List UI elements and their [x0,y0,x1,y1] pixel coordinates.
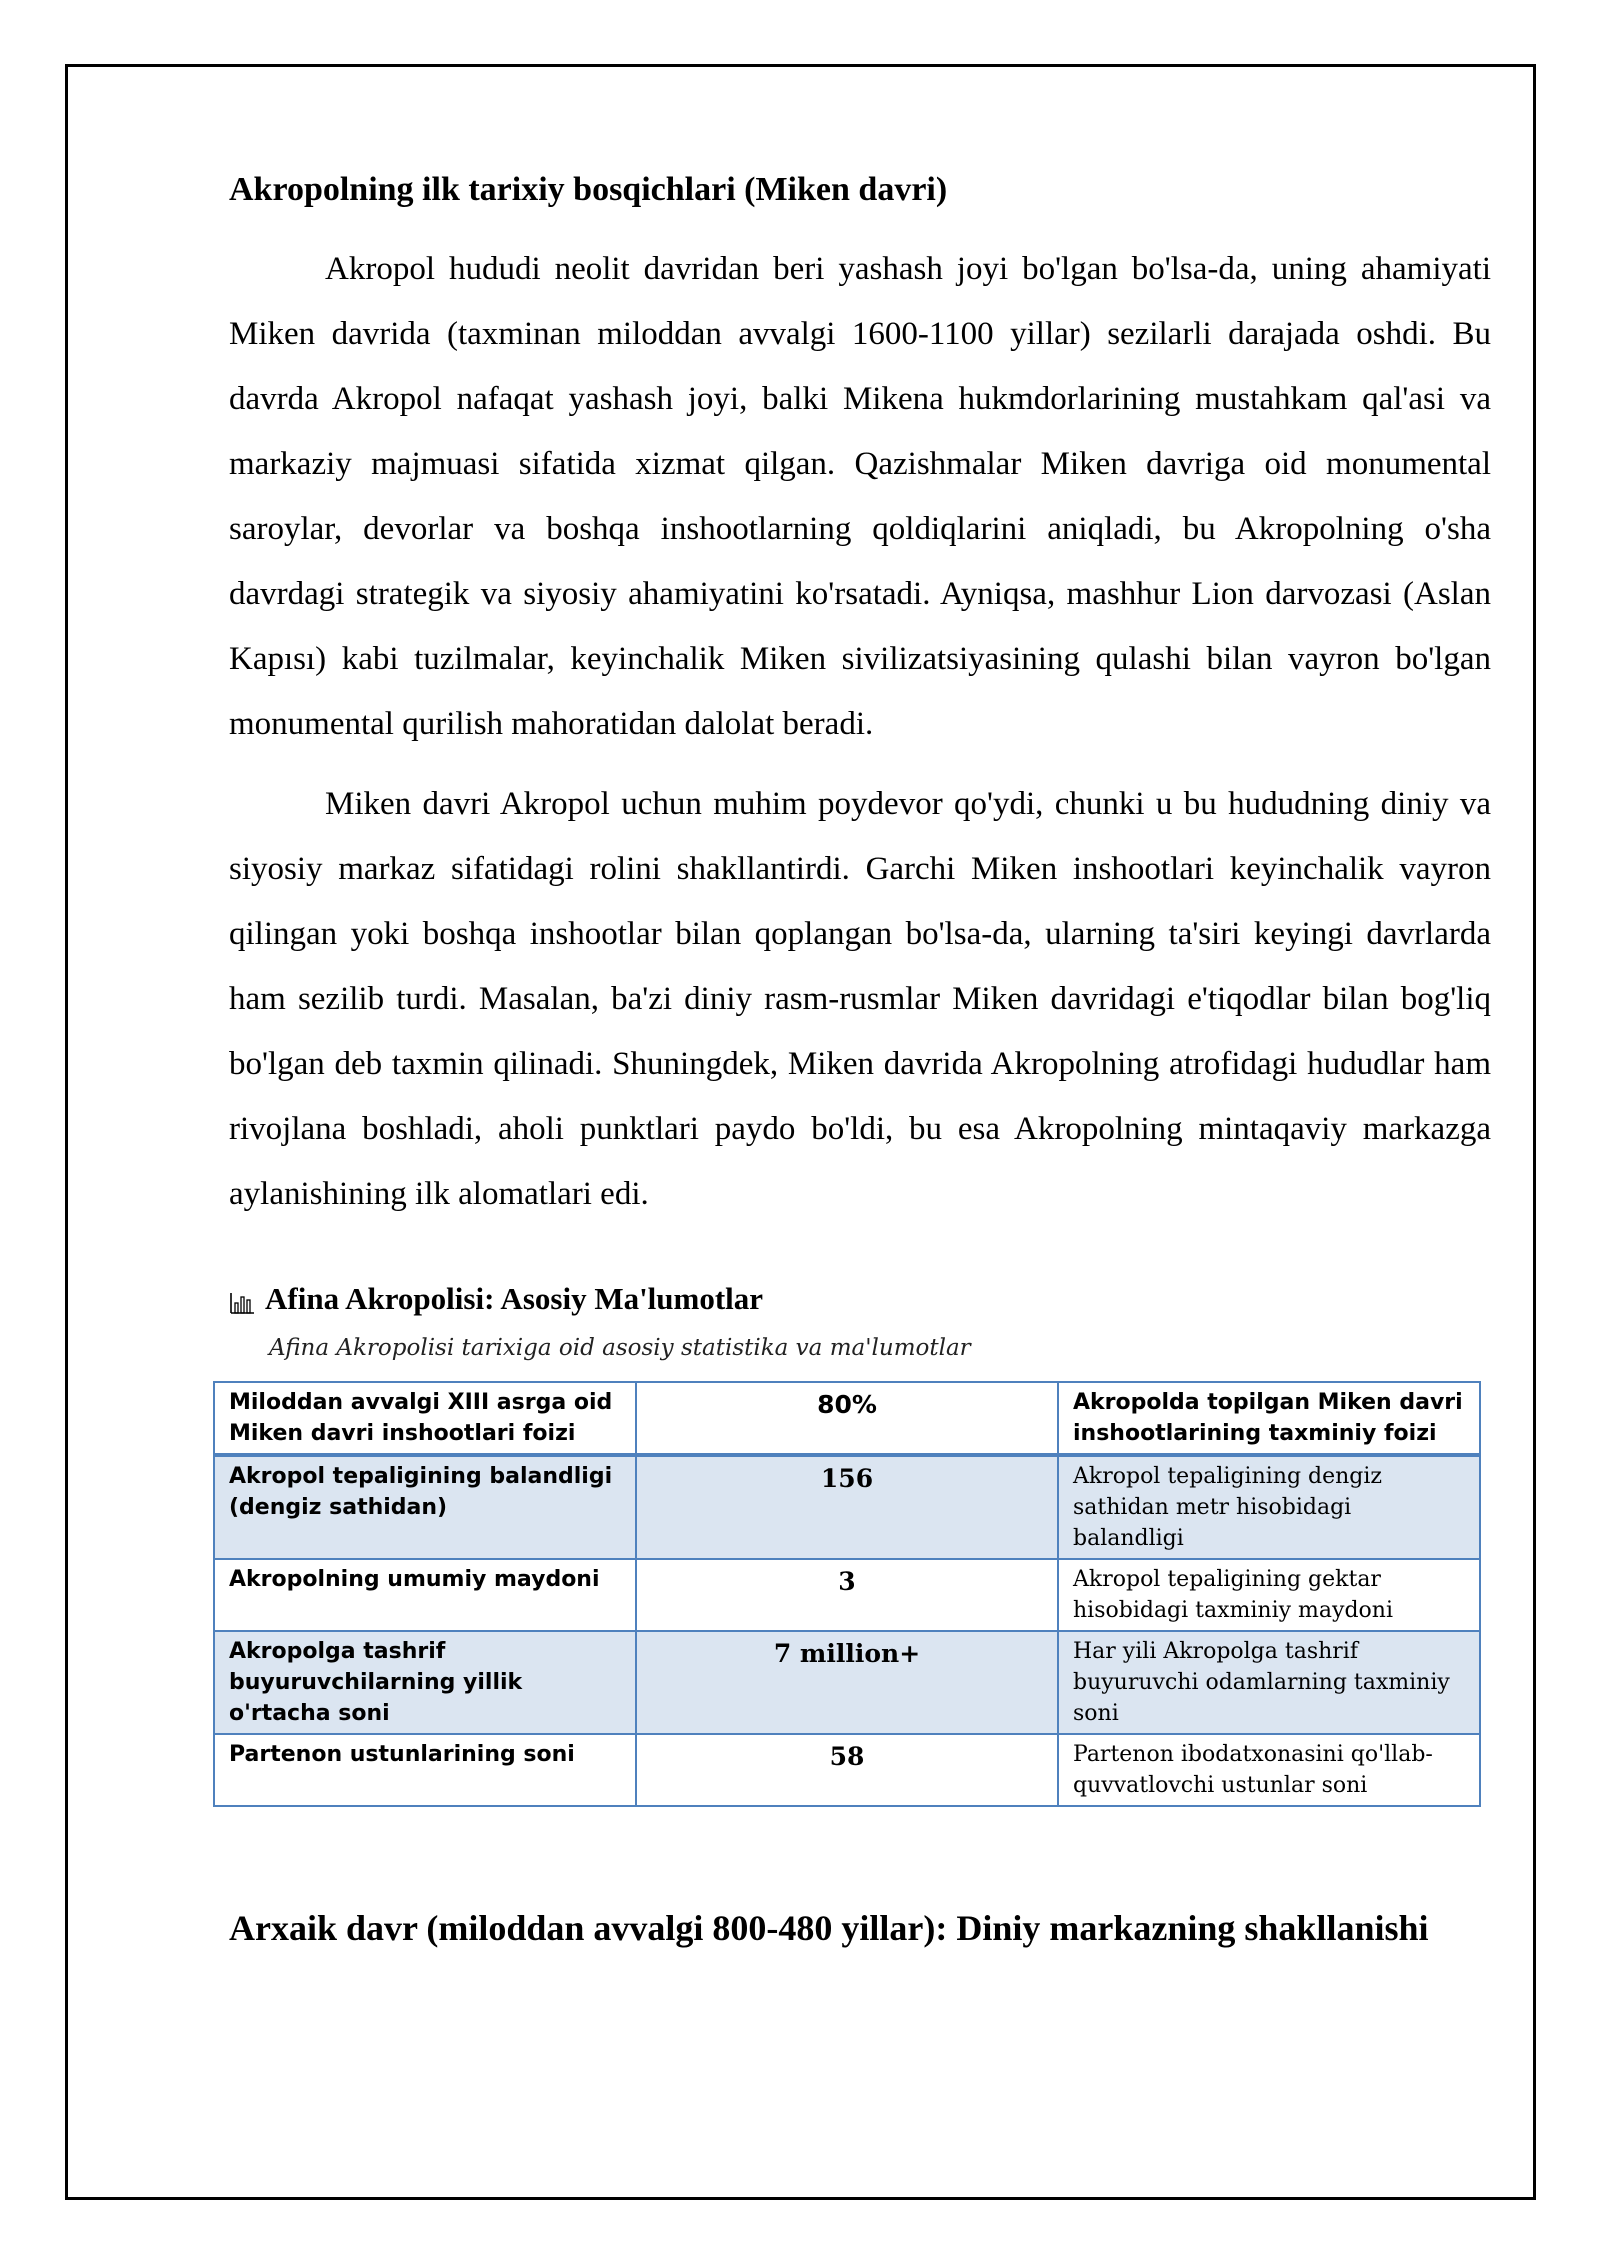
row-value: 3 [636,1559,1058,1631]
row-description: Akropolda topilgan Miken davri inshootlarining taxminiy foizi [1058,1382,1480,1455]
section-heading-miken: Akropolning ilk tarixiy bosqichlari (Miken davri) [229,171,948,208]
figure-title [229,1281,1491,1317]
document-body [229,170,1491,1950]
row-label: Akropol tepaligining balandligi (dengiz sathidan) [214,1455,636,1559]
table-row [214,1455,1480,1559]
table-row [214,1734,1480,1806]
table-row [214,1631,1480,1734]
row-label: Partenon ustunlarining soni [214,1734,636,1806]
row-label: Akropolning umumiy maydoni [214,1559,636,1631]
row-value: 7 million+ [636,1631,1058,1734]
row-description: Partenon ibodatxonasini qo'llab-quvvatlovchi ustunlar soni [1058,1734,1480,1806]
figure-caption: Afina Akropolisi tarixiga oid asosiy statistika va ma'lumotlar [269,1334,971,1361]
row-value: 156 [636,1455,1058,1559]
row-label: Akropolga tashrif buyuruvchilarning yillik o'rtacha soni [214,1631,636,1734]
table-row [214,1559,1480,1631]
table-row [214,1382,1480,1455]
paragraph-2: Miken davri Akropol uchun muhim poydevor qo'ydi, chunki u bu hududning diniy va siyosiy markaz sifatidagi rolini shakllantirdi. Garchi Miken inshootlari keyinchalik vayron qilingan yoki boshqa inshootlar bilan qoplangan bo'lsa-da, ularning ta'siri keyingi davrlarda ham sezilib turdi. Masalan, ba'zi diniy rasm-rusmlar Miken davridagi e'tiqodlar bilan bog'liq bo'lgan deb taxmin qilinadi. Shuningdek, Miken davrida Akropolning atrofidagi hududlar ham rivojlana boshladi, aholi punktlari paydo bo'ldi, bu esa Akropolning mintaqaviy markazga aylanishining ilk alomatlari edi. [229,785,1491,1212]
row-value: 58 [636,1734,1058,1806]
row-description: Akropol tepaligining dengiz sathidan metr hisobidagi balandligi [1058,1455,1480,1559]
bar-chart-icon [229,1287,255,1311]
figure-title-text: Afina Akropolisi: Asosiy Ma'lumotlar [265,1280,764,1316]
row-description: Akropol tepaligining gektar hisobidagi taxminiy maydoni [1058,1559,1480,1631]
row-value: 80% [636,1382,1058,1455]
row-label: Miloddan avvalgi XIII asrga oid Miken davri inshootlari foizi [214,1382,636,1455]
key-facts-table [213,1381,1481,1807]
paragraph-1: Akropol hududi neolit davridan beri yashash joyi bo'lgan bo'lsa-da, uning ahamiyati Miken davrida (taxminan miloddan avvalgi 1600-1100 yillar) sezilarli darajada oshdi. Bu davrda Akropol nafaqat yashash joyi, balki Mikena hukmdorlarining mustahkam qal'asi va markaziy majmuasi sifatida xizmat qilgan. Qazishmalar Miken davriga oid monumental saroylar, devorlar va boshqa inshootlarning qoldiqlarini aniqladi, bu Akropolning o'sha davrdagi strategik va siyosiy ahamiyatini ko'rsatadi. Ayniqsa, mashhur Lion darvozasi (Aslan Kapısı) kabi tuzilmalar, keyinchalik Miken sivilizatsiyasining qulashi bilan vayron bo'lgan monumental qurilish mahoratidan dalolat beradi. [229,250,1491,742]
section-heading-archaic: Arxaik davr (miloddan avvalgi 800-480 yillar): Diniy markazning shakllanishi [229,1907,1429,1948]
row-description: Har yili Akropolga tashrif buyuruvchi odamlarning taxminiy soni [1058,1631,1480,1734]
